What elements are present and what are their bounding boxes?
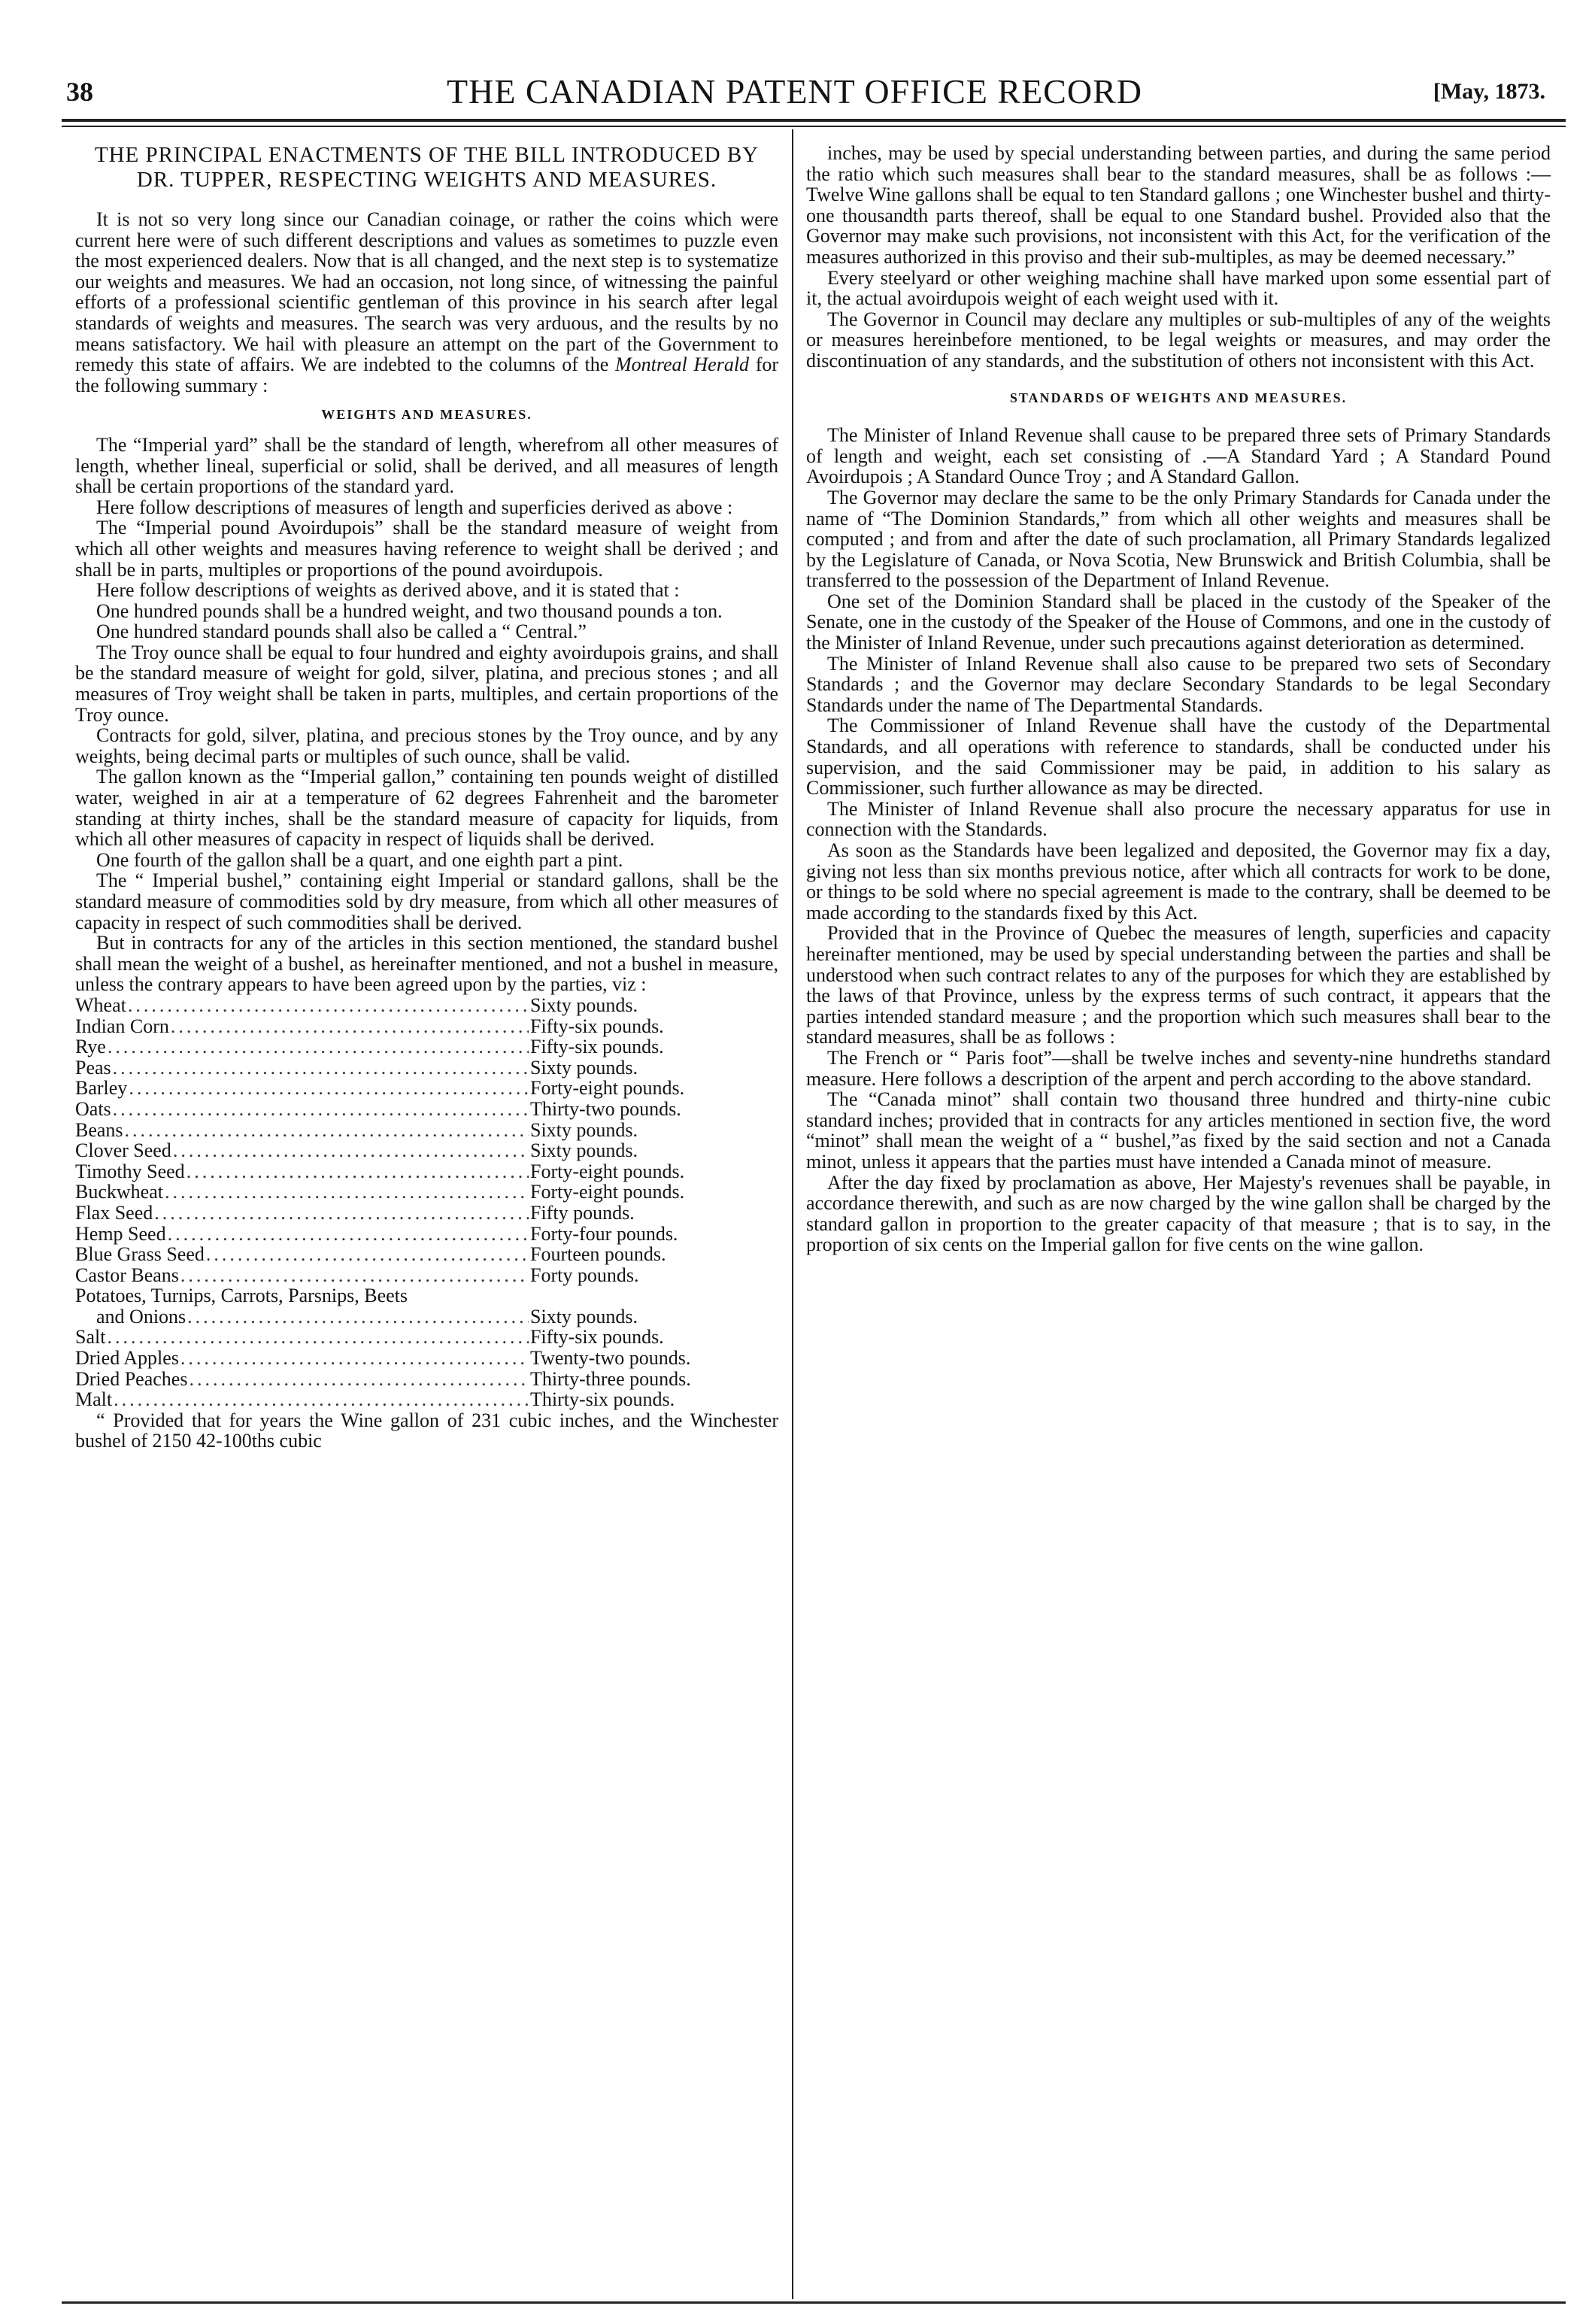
- item-weight: Sixty pounds.: [530, 1056, 638, 1079]
- leader-dots: [108, 1036, 529, 1057]
- bushel-weight-table: [75, 995, 778, 1410]
- paragraph: The Minister of Inland Revenue shall cause to be prepared three sets of Primary Standards of length and weight, each set consisting of .—A Standard Yard ; A Standard Pound Avoirdupois ; A Standard Ounce Troy ; and A Standard Gallon.: [806, 424, 1551, 488]
- paragraph: Here follow descriptions of measures of length and superficies derived as above :: [96, 496, 733, 518]
- table-row: [75, 1099, 778, 1120]
- table-row: [75, 1140, 778, 1161]
- paragraph: The gallon known as the “Imperial gallon,” containing ten pounds weight of distilled water, weighed in air at a temperature of 62 degrees Fahrenheit and the barometer standing at thirty inches, shall be the standard measure of capacity for liquids, from which all other measures of capacity in respect of liquids shall be derived.: [75, 766, 778, 851]
- paragraph: As soon as the Standards have been legalized and deposited, the Governor may fix a day, giving not less than six months previous notice, after which all contracts for work to be done, or things to be sold where no special agreement is made to the contrary, shall be deemed to be made according to the standards fixed by this Act.: [806, 839, 1551, 924]
- item-weight: Thirty-six pounds.: [530, 1388, 675, 1411]
- item-name: Blue Grass Seed: [75, 1243, 205, 1266]
- item-weight: Fifty-six pounds.: [530, 1036, 664, 1058]
- item-weight: Forty-eight pounds.: [530, 1160, 685, 1182]
- leader-dots: [154, 1203, 529, 1224]
- item-name: Indian Corn: [75, 1015, 169, 1037]
- table-row: [75, 1389, 778, 1410]
- table-row: [75, 1327, 778, 1348]
- item-weight: Thirty-three pounds.: [530, 1367, 691, 1390]
- running-title: THE CANADIAN PATENT OFFICE RECORD: [447, 72, 1142, 111]
- table-row: [75, 1265, 778, 1286]
- right-top-paragraphs: [806, 143, 1551, 372]
- header-rule-thin: [62, 126, 1566, 127]
- left-column: [75, 143, 778, 1452]
- right-column: [806, 143, 1551, 1255]
- item-weight: Sixty pounds.: [530, 1305, 638, 1327]
- page-number: 38: [66, 77, 93, 107]
- row-continuation: [75, 1306, 778, 1327]
- paragraph: Every steelyard or other weighing machine shall have marked upon some essential part of it, the actual avoirdupois weight of each weight used with it.: [806, 266, 1551, 310]
- table-row: [75, 1285, 778, 1327]
- paragraph: The Minister of Inland Revenue shall also cause to be prepared two sets of Secondary Standards ; and the Governor may declare Secondary Standards to be legal Secondary Standards under the name of The Departmental Standards.: [806, 652, 1551, 716]
- leader-dots: [165, 1182, 529, 1203]
- item-name: Salt: [75, 1326, 106, 1349]
- paragraph: Contracts for gold, silver, platina, and precious stones by the Troy ounce, and by any weights, being decimal parts or multiples of such ounce, shall be valid.: [75, 724, 778, 767]
- item-name: Beans: [75, 1118, 123, 1141]
- leader-dots: [173, 1140, 529, 1161]
- item-name: Buckwheat: [75, 1181, 163, 1203]
- item-name: Malt: [75, 1388, 113, 1411]
- item-weight: Sixty pounds.: [530, 1118, 638, 1141]
- leader-dots: [186, 1161, 529, 1182]
- source-name: Montreal Herald: [614, 353, 750, 376]
- item-weight: Fourteen pounds.: [530, 1243, 666, 1266]
- item-weight: Sixty pounds.: [530, 994, 638, 1016]
- table-row: [75, 1244, 778, 1265]
- leader-dots: [187, 1306, 529, 1327]
- item-weight: Forty-four pounds.: [530, 1222, 678, 1245]
- item-name: Oats: [75, 1097, 111, 1120]
- table-row: [75, 1161, 778, 1182]
- leader-dots: [180, 1348, 529, 1369]
- item-name: Potatoes, Turnips, Carrots, Parsnips, Beets: [75, 1285, 408, 1307]
- leader-dots: [180, 1265, 529, 1286]
- paragraph: The Governor in Council may declare any multiples or sub-multiples of any of the weights or measures hereinbefore mentioned, to be legal weights or measures, and may order the discontinuation of any standards, and the substitution of others not inconsistent with this Act.: [806, 308, 1551, 372]
- footer-rule: [62, 2301, 1566, 2304]
- section-subhead: WEIGHTS AND MEASURES.: [321, 407, 532, 423]
- item-name: Hemp Seed: [75, 1222, 166, 1245]
- item-weight: Forty-eight pounds.: [530, 1181, 685, 1203]
- paragraph: The Governor may declare the same to be the only Primary Standards for Canada under the name of “The Dominion Standards,” from which all other weights and measures shall be computed ; and from and after the date of such proclamation, all Primary Standards legalized by the Legislature of Canada, or Nova Scotia, New Brunswick and British Columbia, shall be transferred to the possession of the Department of Inland Revenue.: [806, 486, 1551, 592]
- standards-subhead: STANDARDS OF WEIGHTS AND MEASURES.: [1009, 390, 1348, 405]
- header-rule-thick: [62, 119, 1566, 122]
- item-name: Peas: [75, 1056, 111, 1079]
- item-weight: Fifty-six pounds.: [530, 1326, 664, 1349]
- table-row: [75, 1057, 778, 1079]
- right-paragraphs: [806, 425, 1551, 1255]
- table-row: [75, 1120, 778, 1141]
- paragraph: One hundred standard pounds shall also be called a “ Central.”: [96, 620, 587, 643]
- leader-dots: [168, 1224, 529, 1245]
- paragraph: Provided that in the Province of Quebec the measures of length, superficies and capacity hereinafter mentioned, may be used by special understanding between the parties and shall be understood when such contract relates to any of the purposes for which they are established by the laws of that Province, unless by the express terms of such contract, it appears that the parties intended standard measure ; and the proportion which such measures shall bear to the standard measures, shall be as follows :: [806, 922, 1551, 1048]
- left-paragraphs: [75, 435, 778, 995]
- table-row: [75, 1182, 778, 1203]
- leader-dots: [206, 1244, 529, 1265]
- article-title: THE PRINCIPAL ENACTMENTS OF THE BILL INTRODUCED BY DR. TUPPER, RESPECTING WEIGHTS AND MEASURES.: [94, 143, 760, 192]
- paragraph: But in contracts for any of the articles in this section mentioned, the standard bushel shall mean the weight of a bushel, as hereinafter mentioned, and not a bushel in measure, unless the contrary appears to have been agreed upon by the parties, viz :: [75, 932, 778, 996]
- intro-paragraph: [75, 209, 778, 396]
- item-name: Rye: [75, 1036, 106, 1058]
- item-name: Flax Seed: [75, 1201, 153, 1224]
- item-weight: Forty-eight pounds.: [530, 1077, 685, 1100]
- item-weight: Thirty-two pounds.: [530, 1097, 681, 1120]
- table-row: [75, 1016, 778, 1037]
- intro-text: It is not so very long since our Canadian coinage, or rather the coins which were current here were of such different descriptions and values as sometimes to puzzle even the most experienced dealers. Now that is all changed, and the next step is to systematize our weights and measures. We had an occasion, not long since, of witnessing the painful efforts of a professional scientific gentleman of this province in his search after legal standards of weights and measures. The search was very arduous, and the results by no means satisfactory. We hail with pleasure an attempt on the part of the Government to remedy this state of affairs. We are indebted to the columns of the: [75, 208, 778, 376]
- leader-dots: [113, 1057, 529, 1079]
- column-divider: [792, 129, 793, 2299]
- paragraph: The “Canada minot” shall contain two thousand three hundred and thirty-nine cubic standard inches; provided that in contracts for any articles mentioned in section five, the word “minot” shall mean the weight of a “ bushel,”as fixed by the said section and not a Canada minot, unless it appears that the parties must have intended a Canada minot of measure.: [806, 1088, 1551, 1173]
- paragraph: After the day fixed by proclamation as above, Her Majesty's revenues shall be payable, in accordance therewith, and such as are now charged by the wine gallon shall be charged by the standard gallon in proportion to the greater capacity of that measure ; that is to say, in the proportion of six cents on the Imperial gallon for five cents on the wine gallon.: [806, 1171, 1551, 1256]
- leader-dots: [113, 1099, 529, 1120]
- item-weight: Sixty pounds.: [530, 1139, 638, 1162]
- table-row: [75, 1078, 778, 1099]
- item-name: Castor Beans: [75, 1264, 179, 1286]
- item-name: Wheat: [75, 994, 126, 1016]
- paragraph: One fourth of the gallon shall be a quart, and one eighth part a pint.: [96, 848, 623, 871]
- paragraph: One set of the Dominion Standard shall be placed in the custody of the Speaker of the Senate, one in the custody of the Speaker of the House of Commons, and one in the custody of the Minister of Inland Revenue, under such precautions against deterioration as determined.: [806, 590, 1551, 654]
- paragraph: Here follow descriptions of weights as derived above, and it is stated that :: [96, 579, 680, 602]
- item-name: Clover Seed: [75, 1139, 171, 1162]
- leader-dots: [114, 1389, 529, 1410]
- item-name: Dried Apples: [75, 1347, 179, 1370]
- issue-date: [May, 1873.: [1433, 79, 1545, 104]
- paragraph: inches, may be used by special understanding between parties, and during the same period the ratio which such measures shall bear to the standard measures, shall be as follows :—Twelve Wine gallons shall be equal to ten Standard gallons ; one Winchester bushel and thirty-one thousandth parts thereof, shall be equal to one Standard bushel. Provided also that the Governor may make such provisions, not inconsistent with this Act, for the verification of the measures authorized in this proviso and their sub-multiples, as may be deemed necessary.”: [806, 142, 1551, 268]
- item-weight: Forty pounds.: [530, 1264, 639, 1286]
- item-weight: Fifty-six pounds.: [530, 1015, 664, 1037]
- leader-dots: [107, 1327, 529, 1348]
- paragraph: The Minister of Inland Revenue shall also procure the necessary apparatus for use in connection with the Standards.: [806, 797, 1551, 841]
- table-row: [75, 1203, 778, 1224]
- paragraph: The French or “ Paris foot”—shall be twelve inches and seventy-nine hundreths standard measure. Here follows a description of the arpent and perch according to the above standard.: [806, 1046, 1551, 1090]
- leader-dots: [125, 1120, 529, 1141]
- table-row: [75, 995, 778, 1016]
- closing-paragraph: “ Provided that for years the Wine gallon of 231 cubic inches, and the Winchester bushel of 2150 42-100ths cubic: [75, 1409, 778, 1452]
- table-row: [75, 1224, 778, 1245]
- paragraph: The Commissioner of Inland Revenue shall have the custody of the Departmental Standards, and all operations with reference to standards, shall be conducted under his supervision, and the said Commissioner may be paid, in addition to his salary as Commissioner, such further allowance as may be directed.: [806, 714, 1551, 799]
- table-row: [75, 1369, 778, 1390]
- leader-dots: [171, 1016, 529, 1037]
- item-weight: Twenty-two pounds.: [530, 1347, 691, 1370]
- intro-end: for the following summary :: [75, 353, 779, 396]
- table-row: [75, 1036, 778, 1057]
- item-name: Timothy Seed: [75, 1160, 185, 1182]
- item-name-cont: and Onions: [96, 1305, 186, 1327]
- item-name: Dried Peaches: [75, 1367, 188, 1390]
- item-name: Barley: [75, 1077, 128, 1100]
- paragraph: The “ Imperial bushel,” containing eight Imperial or standard gallons, shall be the standard measure of commodities sold by dry measure, from which all other measures of capacity in respect of such commodities shall be derived.: [75, 869, 778, 933]
- paragraph: The “Imperial pound Avoirdupois” shall be the standard measure of weight from which all other weights and measures having reference to weight shall be derived ; and shall be in parts, multiples or proportions of the pound avoirdupois.: [75, 517, 778, 581]
- paragraph: The Troy ounce shall be equal to four hundred and eighty avoirdupois grains, and shall be the standard measure of weight for gold, silver, platina, and precious stones ; and all measures of Troy weight shall be taken in parts, multiples, and certain proportions of the Troy ounce.: [75, 641, 778, 726]
- table-row: [75, 1348, 778, 1369]
- leader-dots: [129, 1078, 529, 1099]
- paragraph: One hundred pounds shall be a hundred weight, and two thousand pounds a ton.: [96, 599, 723, 622]
- leader-dots: [128, 995, 529, 1016]
- paragraph: The “Imperial yard” shall be the standard of length, wherefrom all other measures of length, whether lineal, superficial or solid, shall be derived, and all measures of length shall be certain proportions of the standard yard.: [75, 433, 778, 498]
- item-weight: Fifty pounds.: [530, 1201, 635, 1224]
- leader-dots: [189, 1369, 529, 1390]
